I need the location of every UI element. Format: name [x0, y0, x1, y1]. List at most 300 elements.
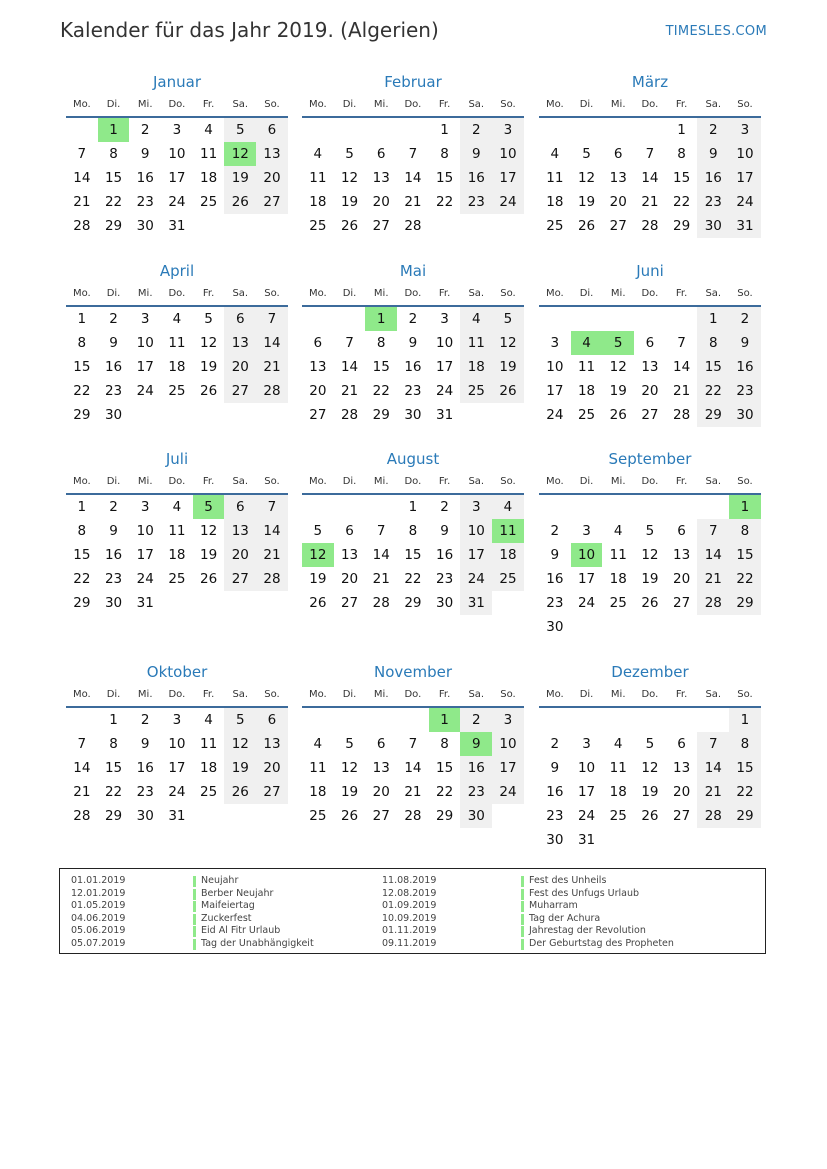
- page-title: Kalender für das Jahr 2019. (Algerien): [60, 18, 439, 42]
- day-cell: 19: [641, 784, 659, 800]
- day-cell: 8: [77, 335, 87, 351]
- day-grid: [539, 495, 761, 639]
- day-cell: 21: [256, 543, 288, 567]
- legend-date: 12.01.2019: [71, 887, 126, 899]
- day-cell: 22: [404, 571, 422, 587]
- day-cell: 16: [404, 359, 422, 375]
- day-cell: 8: [109, 146, 118, 162]
- day-cell: 2: [440, 499, 449, 515]
- holiday-day-cell: 9: [460, 732, 492, 756]
- day-cell: 13: [256, 732, 288, 756]
- day-cell: 6: [313, 335, 323, 351]
- day-cell: 24: [492, 190, 524, 214]
- day-cell: 20: [609, 194, 627, 210]
- holiday-day-cell: 5: [193, 495, 225, 519]
- day-cell: 27: [309, 407, 327, 423]
- weekday-label: Mi.: [137, 688, 153, 700]
- day-grid: [66, 495, 288, 615]
- day-cell: 24: [729, 190, 761, 214]
- day-cell: 25: [200, 194, 218, 210]
- day-cell: 25: [609, 595, 627, 611]
- day-cell: 6: [677, 736, 686, 752]
- day-cell: 31: [436, 407, 454, 423]
- day-cell: 20: [340, 571, 359, 587]
- day-cell: 2: [109, 499, 118, 515]
- day-cell: 18: [460, 355, 492, 379]
- day-cell: 12: [492, 331, 524, 355]
- day-cell: 28: [697, 804, 729, 828]
- legend-holiday-name: Zuckerfest: [193, 913, 314, 926]
- day-cell: 25: [460, 379, 492, 403]
- holiday-day-cell: 12: [302, 543, 334, 567]
- day-cell: 14: [404, 170, 422, 186]
- legend-date: 01.05.2019: [71, 900, 126, 911]
- weekday-label: Sa.: [705, 688, 722, 700]
- day-cell: 27: [372, 218, 390, 234]
- day-cell: 11: [309, 170, 327, 186]
- day-cell: 15: [729, 543, 761, 567]
- day-cell: 17: [546, 383, 564, 399]
- day-cell: 8: [440, 736, 449, 752]
- empty-cell: [571, 307, 603, 331]
- weekday-header: [66, 469, 288, 495]
- day-cell: 24: [577, 595, 596, 611]
- day-cell: 25: [309, 808, 327, 824]
- day-cell: 5: [582, 146, 591, 162]
- weekday-label: Di.: [342, 287, 357, 299]
- day-cell: 12: [641, 760, 659, 776]
- empty-cell: [602, 708, 634, 732]
- day-cell: 11: [168, 335, 186, 351]
- day-cell: 14: [697, 543, 729, 567]
- day-cell: 27: [224, 567, 256, 591]
- weekday-label: So.: [737, 287, 753, 299]
- holiday-day-cell: 4: [571, 331, 603, 355]
- weekday-label: Sa.: [468, 688, 485, 700]
- day-cell: 19: [224, 756, 256, 780]
- weekday-label: Di.: [106, 98, 121, 110]
- weekday-label: Do.: [168, 688, 186, 700]
- day-cell: 7: [697, 732, 729, 756]
- day-cell: 11: [546, 170, 564, 186]
- day-cell: 9: [109, 335, 118, 351]
- weekday-label: Sa.: [705, 98, 722, 110]
- weekday-label: So.: [264, 98, 280, 110]
- day-cell: 23: [136, 784, 154, 800]
- day-cell: 7: [408, 736, 418, 752]
- empty-cell: [365, 118, 397, 142]
- weekday-label: Di.: [579, 98, 594, 110]
- day-cell: 26: [200, 571, 218, 587]
- empty-cell: [666, 307, 698, 331]
- day-cell: 21: [641, 194, 659, 210]
- day-cell: 23: [436, 571, 454, 587]
- month-3: [539, 72, 761, 238]
- month-1: [66, 72, 288, 238]
- day-cell: 14: [73, 760, 91, 776]
- day-cell: 17: [136, 359, 154, 375]
- weekday-label: Di.: [579, 475, 594, 487]
- day-grid: [66, 118, 288, 238]
- empty-cell: [302, 708, 334, 732]
- day-cell: 8: [729, 732, 761, 756]
- legend-date: 05.07.2019: [71, 937, 126, 949]
- day-cell: 13: [609, 170, 627, 186]
- day-cell: 15: [673, 170, 691, 186]
- day-cell: 5: [645, 523, 655, 539]
- empty-cell: [397, 118, 429, 142]
- day-cell: 7: [256, 495, 288, 519]
- empty-cell: [334, 495, 366, 519]
- day-cell: 11: [200, 146, 218, 162]
- day-cell: 23: [697, 190, 729, 214]
- legend-names-col-2: [521, 875, 674, 950]
- weekday-label: Sa.: [232, 287, 249, 299]
- legend-names-col-1: [193, 875, 314, 950]
- legend-date: 09.11.2019: [382, 937, 437, 949]
- day-cell: 27: [372, 808, 390, 824]
- day-cell: 22: [104, 784, 123, 800]
- weekday-header: [66, 281, 288, 307]
- day-cell: 6: [224, 495, 256, 519]
- empty-cell: [602, 118, 634, 142]
- day-cell: 12: [200, 523, 218, 539]
- day-cell: 5: [313, 523, 323, 539]
- holiday-legend: [59, 868, 766, 954]
- day-cell: 29: [729, 591, 761, 615]
- day-grid: [302, 118, 524, 238]
- weekday-label: Sa.: [232, 98, 249, 110]
- day-cell: 19: [200, 547, 218, 563]
- weekday-header: [539, 682, 761, 708]
- day-cell: 1: [697, 307, 729, 331]
- day-cell: 5: [345, 736, 354, 752]
- legend-date: 11.08.2019: [382, 875, 437, 886]
- weekday-label: Mo.: [72, 287, 91, 299]
- weekday-label: Do.: [404, 98, 422, 110]
- day-cell: 20: [372, 784, 390, 800]
- day-cell: 7: [77, 146, 87, 162]
- day-cell: 7: [645, 146, 655, 162]
- day-cell: 18: [200, 760, 218, 776]
- day-cell: 9: [550, 760, 560, 776]
- weekday-label: Sa.: [468, 475, 485, 487]
- day-cell: 26: [340, 218, 359, 234]
- day-cell: 12: [200, 335, 218, 351]
- day-cell: 26: [609, 407, 627, 423]
- day-cell: 15: [404, 547, 422, 563]
- weekday-label: Mi.: [373, 475, 389, 487]
- day-cell: 7: [256, 307, 288, 331]
- day-cell: 13: [309, 359, 327, 375]
- day-grid: [539, 708, 761, 852]
- day-cell: 27: [673, 595, 691, 611]
- day-cell: 16: [436, 547, 454, 563]
- day-cell: 22: [436, 784, 454, 800]
- day-cell: 29: [436, 808, 454, 824]
- day-cell: 17: [729, 166, 761, 190]
- day-cell: 6: [376, 736, 386, 752]
- day-cell: 23: [546, 595, 564, 611]
- day-cell: 26: [641, 595, 659, 611]
- day-cell: 16: [104, 359, 123, 375]
- day-cell: 3: [460, 495, 492, 519]
- day-cell: 3: [550, 335, 560, 351]
- day-cell: 3: [492, 118, 524, 142]
- day-cell: 23: [460, 190, 492, 214]
- month-11: [302, 662, 524, 828]
- weekday-label: Fr.: [202, 688, 215, 700]
- day-grid: [302, 708, 524, 828]
- weekday-label: Mo.: [72, 475, 91, 487]
- empty-cell: [634, 118, 666, 142]
- day-cell: 25: [168, 383, 186, 399]
- day-cell: 5: [645, 736, 655, 752]
- day-cell: 14: [641, 170, 659, 186]
- weekday-header: [302, 682, 524, 708]
- legend-date: 04.06.2019: [71, 912, 126, 924]
- day-cell: 19: [641, 571, 659, 587]
- day-cell: 30: [546, 832, 564, 848]
- weekday-label: Mo.: [545, 287, 564, 299]
- day-grid: [539, 118, 761, 238]
- day-cell: 18: [609, 784, 627, 800]
- legend-holiday-name: Neujahr: [193, 875, 314, 888]
- day-grid: [302, 495, 524, 615]
- day-cell: 18: [168, 359, 186, 375]
- month-name: Dezember: [611, 663, 689, 681]
- weekday-label: So.: [500, 688, 516, 700]
- legend-date: 12.08.2019: [382, 887, 437, 899]
- day-cell: 12: [340, 760, 359, 776]
- legend-holiday-name: Fest des Unfugs Urlaub: [521, 888, 674, 901]
- day-cell: 3: [582, 523, 591, 539]
- weekday-label: Di.: [579, 287, 594, 299]
- day-cell: 28: [73, 218, 91, 234]
- brand-link[interactable]: TIMESLES.COM: [665, 24, 767, 39]
- day-cell: 31: [168, 218, 186, 234]
- day-cell: 9: [140, 146, 150, 162]
- day-cell: 3: [440, 311, 449, 327]
- weekday-label: Mi.: [373, 287, 389, 299]
- day-cell: 10: [168, 736, 186, 752]
- empty-cell: [334, 118, 366, 142]
- holiday-day-cell: 12: [224, 142, 256, 166]
- weekday-label: Sa.: [705, 287, 722, 299]
- day-cell: 4: [550, 146, 560, 162]
- day-cell: 5: [345, 146, 354, 162]
- weekday-label: Mi.: [137, 287, 153, 299]
- weekday-label: Do.: [168, 98, 186, 110]
- day-cell: 30: [729, 403, 761, 427]
- day-cell: 1: [77, 499, 87, 515]
- day-cell: 28: [340, 407, 359, 423]
- day-cell: 15: [436, 170, 454, 186]
- weekday-label: Do.: [641, 475, 659, 487]
- empty-cell: [666, 495, 698, 519]
- month-12: [539, 662, 761, 852]
- empty-cell: [697, 495, 729, 519]
- day-cell: 9: [550, 547, 560, 563]
- day-cell: 17: [492, 166, 524, 190]
- weekday-label: Fr.: [675, 287, 688, 299]
- day-cell: 1: [109, 712, 118, 728]
- day-cell: 23: [104, 571, 123, 587]
- month-name: März: [631, 73, 669, 91]
- empty-cell: [66, 118, 98, 142]
- weekday-label: Fr.: [438, 475, 451, 487]
- day-cell: 26: [641, 808, 659, 824]
- day-cell: 1: [729, 708, 761, 732]
- weekday-label: Mo.: [72, 98, 91, 110]
- day-cell: 14: [697, 756, 729, 780]
- day-cell: 18: [309, 194, 327, 210]
- day-cell: 4: [613, 736, 623, 752]
- day-cell: 15: [436, 760, 454, 776]
- day-cell: 12: [340, 170, 359, 186]
- day-cell: 4: [313, 736, 323, 752]
- day-cell: 2: [109, 311, 118, 327]
- day-cell: 31: [729, 214, 761, 238]
- month-8: [302, 449, 524, 615]
- day-cell: 27: [256, 190, 288, 214]
- day-cell: 15: [73, 359, 91, 375]
- day-cell: 20: [309, 383, 327, 399]
- empty-cell: [365, 708, 397, 732]
- weekday-label: Mo.: [308, 475, 327, 487]
- weekday-label: Sa.: [705, 475, 722, 487]
- weekday-label: So.: [264, 688, 280, 700]
- day-cell: 16: [460, 166, 492, 190]
- day-cell: 25: [492, 567, 524, 591]
- day-cell: 26: [340, 808, 359, 824]
- day-cell: 13: [372, 760, 390, 776]
- weekday-label: Mi.: [610, 98, 626, 110]
- day-cell: 29: [673, 218, 691, 234]
- weekday-label: Mo.: [545, 98, 564, 110]
- day-cell: 29: [104, 808, 123, 824]
- day-grid: [66, 708, 288, 828]
- day-cell: 5: [224, 708, 256, 732]
- day-cell: 13: [673, 760, 691, 776]
- day-cell: 14: [340, 359, 359, 375]
- day-cell: 29: [73, 407, 91, 423]
- day-cell: 20: [372, 194, 390, 210]
- day-cell: 2: [460, 118, 492, 142]
- day-cell: 4: [204, 712, 213, 728]
- weekday-label: Mi.: [137, 475, 153, 487]
- day-cell: 28: [404, 808, 422, 824]
- day-cell: 12: [609, 359, 627, 375]
- weekday-label: Mi.: [610, 287, 626, 299]
- day-cell: 5: [492, 307, 524, 331]
- legend-holiday-name: Der Geburtstag des Propheten: [521, 938, 674, 951]
- day-cell: 16: [136, 170, 154, 186]
- day-cell: 7: [697, 519, 729, 543]
- day-cell: 19: [309, 571, 327, 587]
- holiday-day-cell: 1: [429, 708, 461, 732]
- day-cell: 12: [641, 547, 659, 563]
- weekday-label: Fr.: [438, 287, 451, 299]
- day-cell: 24: [168, 194, 186, 210]
- day-cell: 24: [577, 808, 596, 824]
- day-cell: 21: [340, 383, 359, 399]
- day-cell: 21: [697, 567, 729, 591]
- weekday-label: Fr.: [675, 688, 688, 700]
- month-2: [302, 72, 524, 238]
- empty-cell: [539, 708, 571, 732]
- month-name: Juli: [165, 450, 189, 468]
- holiday-day-cell: 5: [602, 331, 634, 355]
- day-cell: 28: [372, 595, 390, 611]
- weekday-label: Do.: [641, 287, 659, 299]
- day-cell: 28: [73, 808, 91, 824]
- day-cell: 31: [136, 595, 154, 611]
- day-cell: 15: [697, 355, 729, 379]
- legend-dates-col-1: [71, 875, 125, 950]
- empty-cell: [571, 708, 603, 732]
- day-cell: 3: [492, 708, 524, 732]
- day-cell: 18: [168, 547, 186, 563]
- day-cell: 2: [460, 708, 492, 732]
- day-cell: 1: [77, 311, 87, 327]
- day-cell: 29: [73, 595, 91, 611]
- day-cell: 28: [256, 567, 288, 591]
- day-cell: 10: [460, 519, 492, 543]
- day-cell: 6: [256, 708, 288, 732]
- empty-cell: [697, 708, 729, 732]
- weekday-label: Fr.: [202, 287, 215, 299]
- day-cell: 22: [436, 194, 454, 210]
- day-cell: 31: [460, 591, 492, 615]
- month-name: Mai: [399, 262, 427, 280]
- weekday-header: [66, 682, 288, 708]
- legend-holiday-name: Muharram: [521, 900, 674, 913]
- legend-holiday-name: Fest des Unheils: [521, 875, 674, 888]
- day-cell: 16: [697, 166, 729, 190]
- day-cell: 10: [136, 335, 154, 351]
- day-cell: 14: [73, 170, 91, 186]
- day-cell: 13: [224, 519, 256, 543]
- day-cell: 21: [73, 194, 91, 210]
- weekday-label: Mo.: [308, 98, 327, 110]
- day-cell: 27: [224, 379, 256, 403]
- day-cell: 31: [577, 832, 596, 848]
- day-cell: 30: [436, 595, 454, 611]
- day-cell: 27: [609, 218, 627, 234]
- day-cell: 21: [372, 571, 390, 587]
- day-cell: 15: [73, 547, 91, 563]
- day-cell: 8: [77, 523, 87, 539]
- day-cell: 17: [168, 760, 186, 776]
- day-grid: [302, 307, 524, 427]
- month-name: Juni: [636, 262, 664, 280]
- day-cell: 24: [460, 567, 492, 591]
- month-10: [66, 662, 288, 828]
- day-cell: 4: [313, 146, 323, 162]
- day-cell: 3: [172, 122, 182, 138]
- empty-cell: [602, 495, 634, 519]
- day-cell: 22: [73, 571, 91, 587]
- day-cell: 1: [440, 122, 449, 138]
- day-cell: 6: [376, 146, 386, 162]
- weekday-label: Fr.: [438, 98, 451, 110]
- day-cell: 10: [577, 760, 596, 776]
- day-cell: 6: [224, 307, 256, 331]
- month-name: Januar: [153, 73, 201, 91]
- day-cell: 10: [729, 142, 761, 166]
- day-cell: 18: [200, 170, 218, 186]
